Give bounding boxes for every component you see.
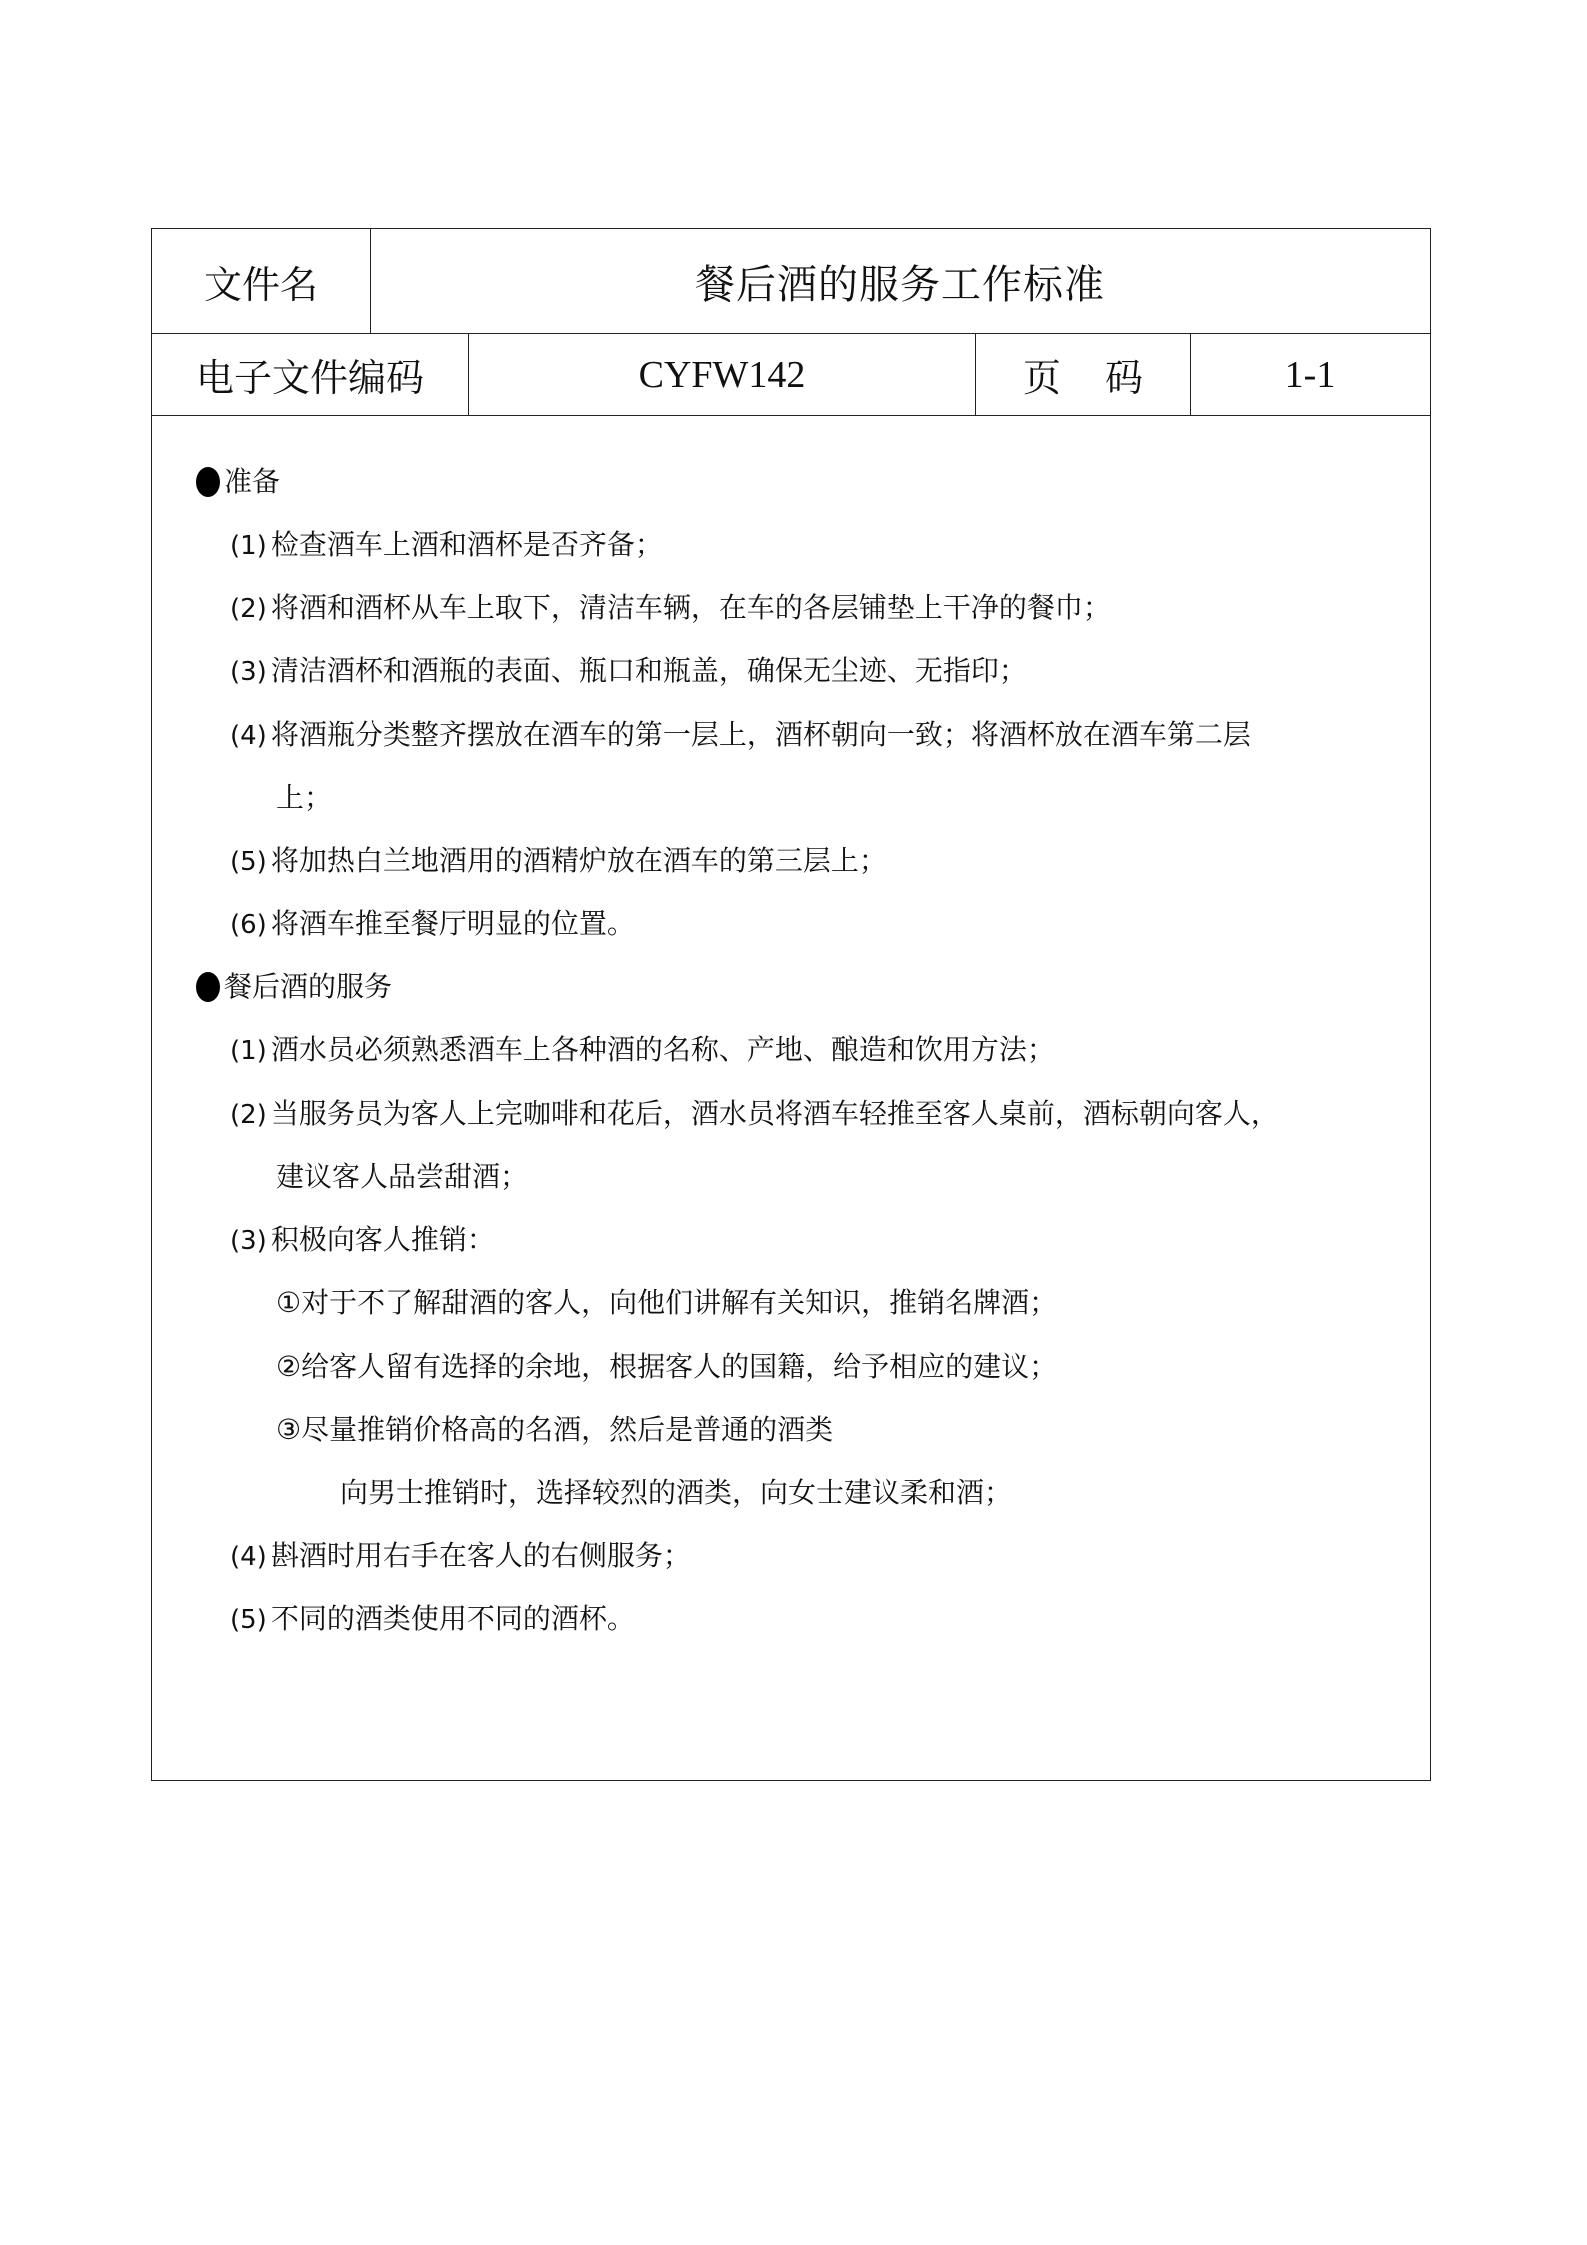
item-text: 给客人留有选择的余地，根据客人的国籍，给予相应的建议； bbox=[301, 1350, 1058, 1383]
item-text: 积极向客人推销： bbox=[270, 1223, 495, 1256]
page-label-cell bbox=[976, 334, 1191, 415]
page-label: 页码 bbox=[1022, 356, 1187, 400]
item-text: 斟酒时用右手在客人的右侧服务； bbox=[270, 1539, 691, 1572]
file-name-label-cell bbox=[152, 229, 371, 333]
circled-number: ① bbox=[276, 1286, 302, 1319]
section-heading-text: 准备 bbox=[224, 465, 281, 498]
circled-number: ② bbox=[276, 1350, 302, 1383]
item-text: 将酒车推至餐厅明显的位置。 bbox=[270, 907, 635, 940]
item-number: (6) bbox=[230, 910, 267, 940]
item-text: 对于不了解甜酒的客人，向他们讲解有关知识，推销名牌酒； bbox=[301, 1286, 1058, 1319]
item-text: 建议客人品尝甜酒； bbox=[276, 1160, 529, 1193]
code-label: 电子文件编码 bbox=[195, 356, 424, 400]
item-text: 尽量推销价格高的名酒，然后是普通的酒类 bbox=[301, 1413, 834, 1446]
page-value-cell bbox=[1191, 334, 1429, 415]
sub-list-item bbox=[276, 1286, 1058, 1319]
list-item bbox=[230, 844, 887, 877]
document-title: 餐后酒的服务工作标准 bbox=[695, 261, 1105, 308]
document-table bbox=[151, 228, 1431, 1781]
item-text: 向男士推销时，选择较烈的酒类，向女士建议柔和酒； bbox=[340, 1476, 1013, 1509]
code-value: CYFW142 bbox=[638, 353, 806, 396]
item-number: (2) bbox=[230, 594, 267, 624]
section-heading-text: 餐后酒的服务 bbox=[224, 970, 393, 1003]
list-item bbox=[230, 591, 1111, 624]
list-item bbox=[230, 1097, 1279, 1130]
title-cell bbox=[371, 229, 1429, 333]
section-heading-preparation bbox=[196, 467, 280, 497]
circled-number: ③ bbox=[276, 1413, 302, 1446]
item-number: (3) bbox=[230, 657, 267, 687]
list-item-continuation bbox=[276, 781, 333, 814]
list-item-continuation bbox=[276, 1160, 529, 1193]
list-item bbox=[230, 528, 663, 561]
item-number: (4) bbox=[230, 721, 267, 751]
item-text: 将酒瓶分类整齐摆放在酒车的第一层上，酒杯朝向一致；将酒杯放在酒车第二层 bbox=[270, 718, 1251, 751]
code-value-cell bbox=[469, 334, 976, 415]
item-text: 酒水员必须熟悉酒车上各种酒的名称、产地、酿造和饮用方法； bbox=[270, 1033, 1055, 1066]
list-item bbox=[230, 654, 1027, 687]
item-text: 上； bbox=[276, 781, 333, 814]
item-number: (4) bbox=[230, 1542, 267, 1572]
item-number: (3) bbox=[230, 1226, 267, 1256]
code-label-cell bbox=[152, 334, 469, 415]
item-text: 清洁酒杯和酒瓶的表面、瓶口和瓶盖，确保无尘迹、无指印； bbox=[270, 654, 1027, 687]
list-item bbox=[230, 907, 635, 940]
header-row-code bbox=[152, 334, 1430, 416]
item-number: (1) bbox=[230, 1036, 267, 1066]
list-item bbox=[230, 718, 1251, 751]
file-name-label: 文件名 bbox=[203, 262, 318, 307]
filled-circle-bullet-icon bbox=[196, 972, 220, 1002]
item-number: (5) bbox=[230, 1605, 267, 1635]
filled-circle-bullet-icon bbox=[196, 467, 220, 497]
item-text: 检查酒车上酒和酒杯是否齐备； bbox=[270, 528, 663, 561]
document-body bbox=[152, 416, 1430, 1780]
item-number: (5) bbox=[230, 847, 267, 877]
header-row-title bbox=[152, 229, 1430, 334]
item-text: 将加热白兰地酒用的酒精炉放在酒车的第三层上； bbox=[270, 844, 887, 877]
page-value: 1-1 bbox=[1284, 353, 1336, 396]
list-item bbox=[230, 1033, 1055, 1066]
item-text: 不同的酒类使用不同的酒杯。 bbox=[270, 1602, 635, 1635]
section-heading-after-dinner-service bbox=[196, 972, 392, 1002]
sub-list-item bbox=[276, 1413, 834, 1446]
item-number: (2) bbox=[230, 1100, 267, 1130]
item-text: 当服务员为客人上完咖啡和花后，酒水员将酒车轻推至客人桌前，酒标朝向客人， bbox=[270, 1097, 1279, 1130]
list-item bbox=[230, 1223, 495, 1256]
list-item bbox=[230, 1602, 635, 1635]
sub-list-item bbox=[276, 1350, 1058, 1383]
item-number: (1) bbox=[230, 531, 267, 561]
item-text: 将酒和酒杯从车上取下，清洁车辆，在车的各层铺垫上干净的餐巾； bbox=[270, 591, 1111, 624]
sub-list-item-continuation bbox=[340, 1476, 1013, 1509]
list-item bbox=[230, 1539, 691, 1572]
